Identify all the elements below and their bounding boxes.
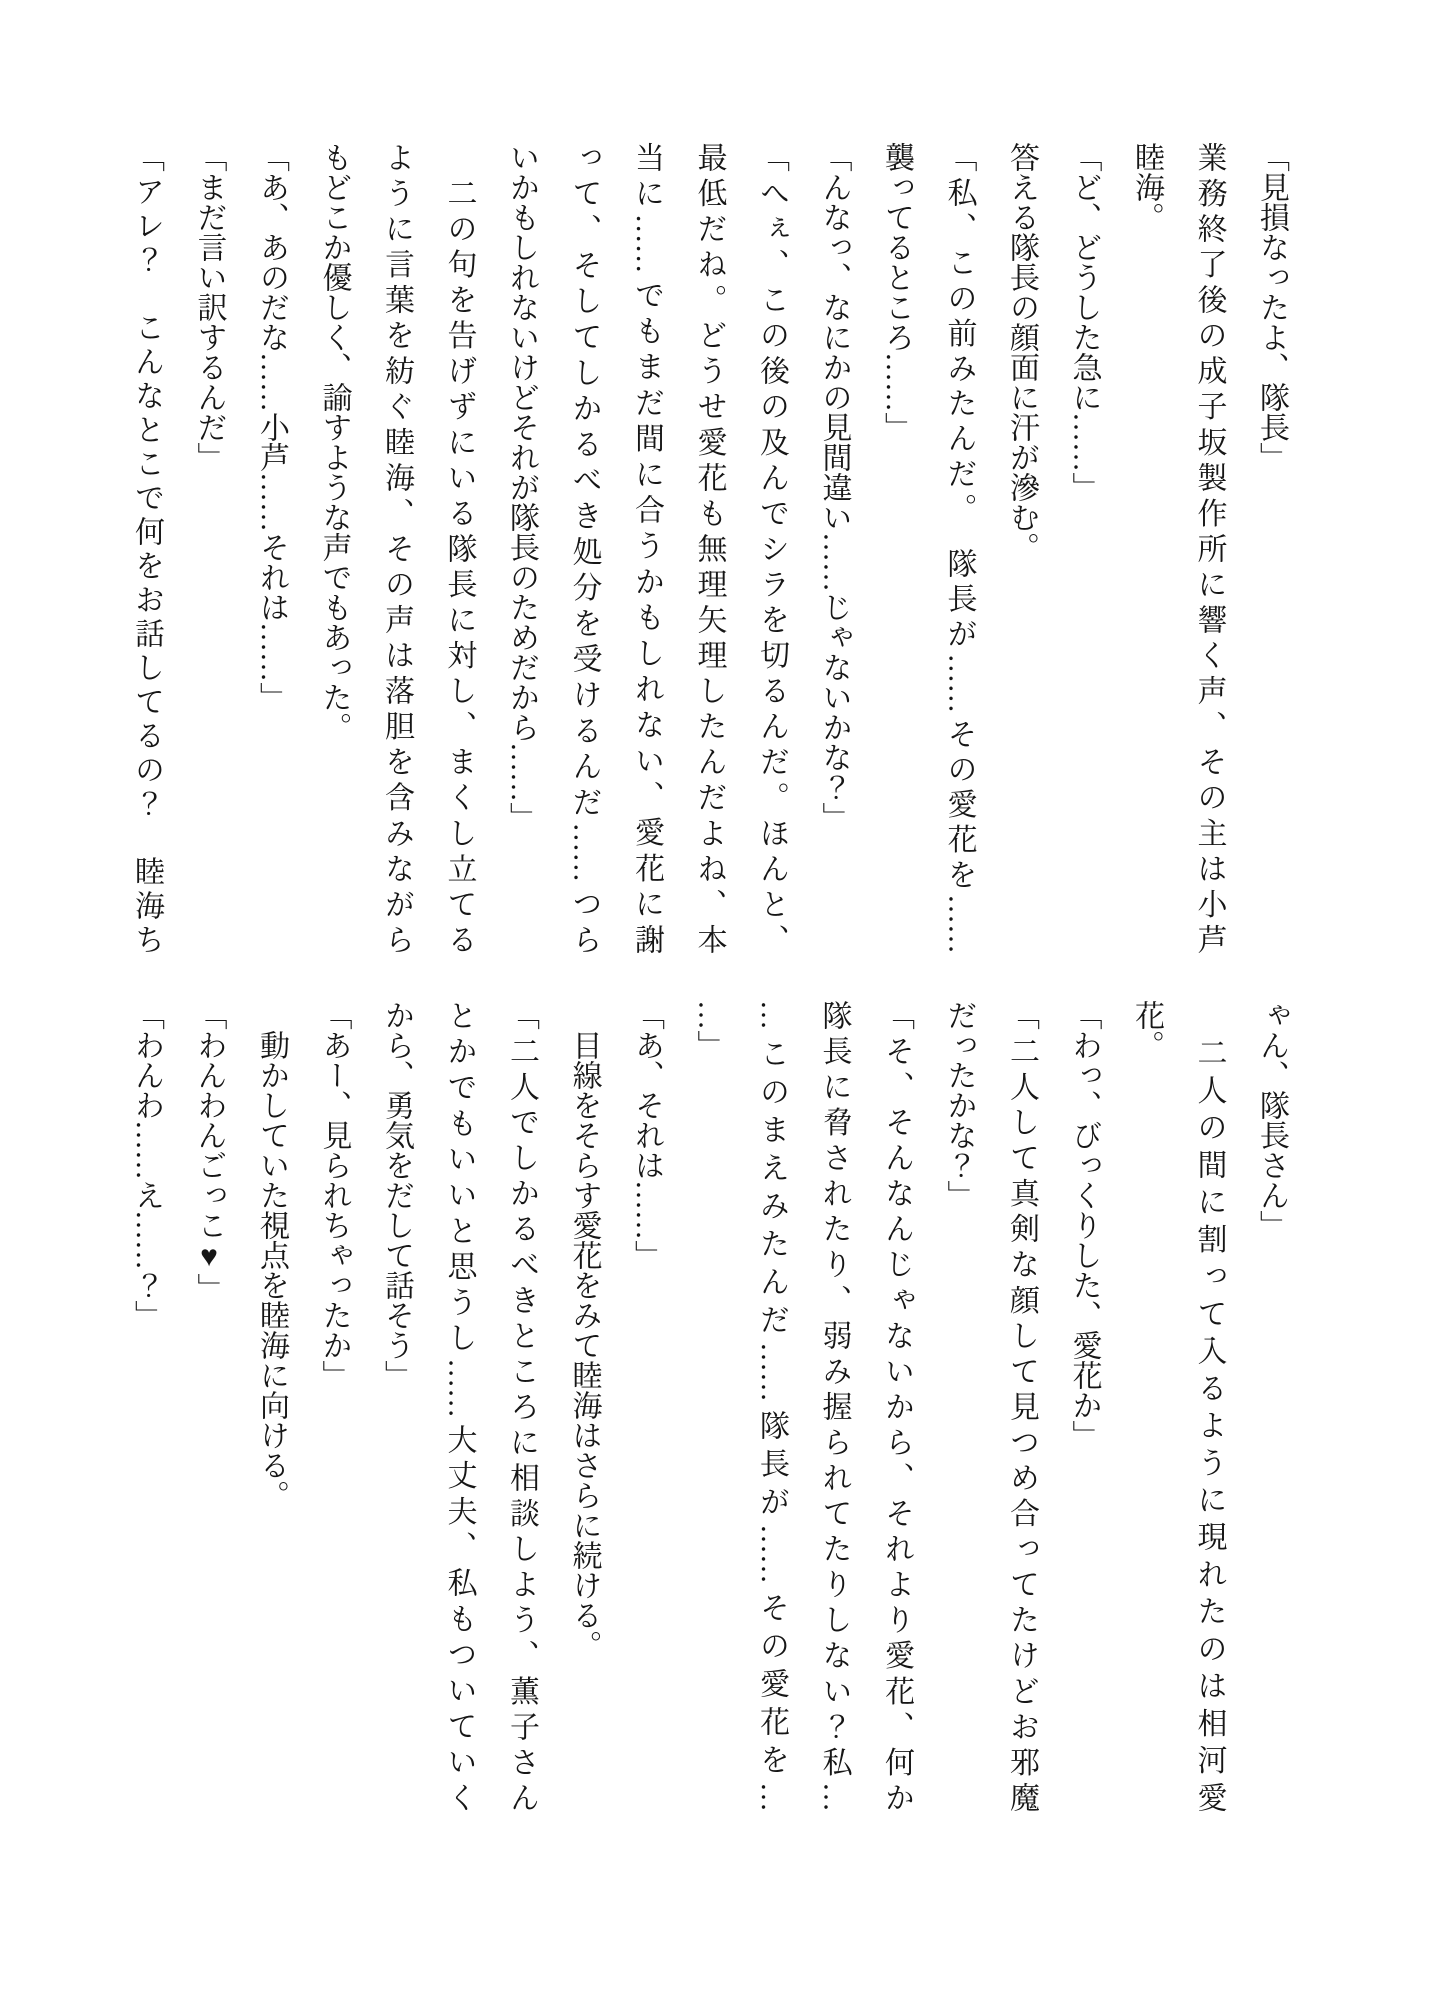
text-line: だったかな？」 — [942, 1000, 976, 1210]
text-line: 「私、この前みたんだ。 隊長が……その愛花を…… — [942, 142, 976, 955]
text-line: 「わんわ……え……？」 — [130, 1000, 163, 1330]
text-line: 「そ、そんなんじゃないから、それより愛花、何か — [880, 1000, 913, 1812]
text-line: 「わんわんごっこ♥」 — [192, 1000, 226, 1303]
text-line: 「二人して真剣な顔して見つめ合ってたけどお邪魔 — [1005, 1000, 1038, 1812]
text-line: 「まだ言い訳するんだ」 — [192, 142, 226, 472]
text-line: ゃん、隊長さん」 — [1255, 1000, 1288, 1240]
text-line: 「へぇ、この後の及んでシラを切るんだ。ほんと、 — [755, 142, 788, 954]
text-line: 「二人でしかるべきところに相談しよう、薫子さん — [505, 1000, 538, 1812]
text-line: 二の句を告げずにいる隊長に対し、まくし立てる — [442, 142, 476, 954]
text-line: 最低だね。どうせ愛花も無理矢理したんだよね、本 — [692, 142, 726, 954]
text-line: から、勇気をだして話そう」 — [380, 1000, 413, 1390]
text-line: 「ど、どうした急に……」 — [1067, 142, 1101, 502]
text-line: って、そしてしかるべき処分を受けるんだ……つら — [567, 142, 601, 954]
text-line: 「んなっ、なにかの見間違い……じゃないかな？」 — [817, 142, 851, 832]
text-line: 「あ、あのだな……小芦……それは……」 — [255, 142, 288, 712]
text-line: 「わっ、びっくりした、愛花か」 — [1067, 1000, 1101, 1450]
text-line: 「見損なったよ、隊長」 — [1255, 142, 1288, 472]
text-line: …このまえみたんだ……隊長が……その愛花を… — [755, 1000, 788, 1812]
upper-text-block — [115, 142, 1303, 954]
text-line: 隊長に脅されたり、弱み握られてたりしない？私… — [817, 1000, 851, 1812]
text-line: とかでもいいと思うし……大丈夫、私もついていく — [442, 1000, 476, 1812]
text-line: 二人の間に割って入るように現れたのは相河愛 — [1192, 1000, 1226, 1812]
text-line: 「アレ？ こんなとこで何をお話してるの？ 睦海ち — [130, 142, 163, 954]
text-line: ように言葉を紡ぐ睦海、その声は落胆を含みながら — [380, 142, 413, 954]
text-line: …」 — [692, 1000, 726, 1060]
text-line: 睦海。 — [1130, 142, 1163, 232]
text-line: いかもしれないけどそれが隊長のためだから……」 — [505, 142, 538, 832]
text-line: 当に……でもまだ間に合うかもしれない、愛花に謝 — [630, 142, 663, 954]
text-line: 動かしていた視点を睦海に向ける。 — [255, 1000, 288, 1510]
text-line: 「あ、それは……」 — [630, 1000, 663, 1270]
text-line: 花。 — [1130, 1000, 1163, 1060]
text-line: 襲ってるところ……」 — [880, 142, 913, 442]
text-line: 目線をそらす愛花をみて睦海はさらに続ける。 — [567, 1000, 601, 1660]
lower-text-block — [115, 1000, 1303, 1812]
text-line: もどこか優しく、諭すような声でもあった。 — [317, 142, 351, 742]
text-line: 業務終了後の成子坂製作所に響く声、その主は小芦 — [1192, 142, 1226, 954]
text-line: 「あー、見られちゃったか」 — [317, 1000, 351, 1390]
text-line: 答える隊長の顔面に汗が滲む。 — [1005, 142, 1038, 562]
